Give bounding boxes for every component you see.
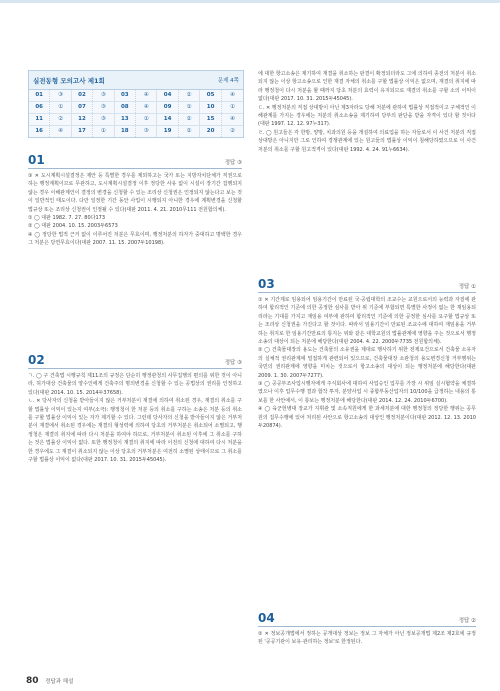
section-name: 정답과 해설 (45, 679, 74, 685)
answer-cell-value: ① (93, 126, 114, 137)
question-answer: 정답 ③ (224, 360, 242, 366)
answer-cell (29, 126, 72, 137)
answer-grid-header (29, 71, 243, 90)
answer-grid-row (29, 126, 243, 137)
answer-cell (115, 90, 158, 101)
explanation-paragraph: ㄷ. ✕ 행정처분의 직접 상대방이 아닌 제3자라도 당해 처분에 관하여 법률상 직접적이고 구체적인 이해관계를 가지는 경우에는 처분의 취소소송을 제기하여 당부의 판단을 받을 자격이 있다 할 것이다(대판 1997. 12. 12. 97누317). (258, 104, 476, 128)
answer-cell-value: ② (50, 114, 71, 125)
answer-cell-value: ② (179, 90, 200, 101)
answer-cell-number: 04 (157, 90, 178, 101)
answer-cell (157, 90, 200, 101)
answer-cell-value: ④ (230, 116, 235, 122)
explanation-paragraph: ② ✕ 정보공개법에서 정하는 공개대상 정보는 정보 그 자체가 아닌 정보공개법 제2조 제2호에 규정된 '공공기관이 보유·관리하는 정보'로 한정된다. (258, 631, 476, 646)
answer-cell-value: ④ (50, 126, 71, 137)
answer-cell-number: 10 (200, 102, 222, 113)
explanation-paragraph: ③ ◯ 공공부조사업시행자에게 주식회사에 대하여 사업승인 업무를 가장 시 위임 실시협약을 체결하였으나 이후 업무수행 결과 합작 투자, 분양사업 시 종합부동산업자의 10/100을 급정하는 내용의 통보를 한 사안에서, 이 통보는 행정처분에 해당한다(대판 2014. 12. 24. 2010두6700). (258, 381, 476, 404)
explanation-paragraph: 에 대한 항고소송은 제기하여 재결을 취소하는 판결이 확정되더라도 그에 의하여 종전의 처분이 취소되지 않는 이상 항고소송으로 인한 재결 자체의 취소를 구할 법률상 이익은 없으며, 재결의 취지에 따라 행정청이 다시 처분을 할 때까지 당초 처분의 효력이 유지되므로 재결의 취소를 구할 소의 이익이 없다(대판 2017. 10. 31. 2015두45045). (258, 71, 476, 103)
answer-cell-value: ② (179, 126, 200, 137)
question-body (258, 630, 476, 680)
explanation-paragraph: ㄹ. ◯ 원고들은 각 한방, 양방, 치과의원 등을 개설하여 의료업을 하는 자들로서 이 사건 처분의 직접 상대방은 아니지만 그로 인하여 경쟁관계에 있는 원고들의 법률상 이익이 침해당하였으므로 이 사건 처분의 취소를 구할 원고적격이 있다(대판 1992. 4. 24. 91누6634). (258, 129, 476, 153)
answer-cell-number: 14 (157, 114, 178, 125)
answer-cell-value: ② (230, 128, 235, 134)
answer-cell (115, 126, 158, 137)
answer-cell (200, 102, 243, 113)
answer-cell-value: ① (136, 114, 157, 125)
answer-cell (157, 114, 200, 125)
answer-cell-value: ① (50, 102, 71, 113)
answer-grid-count: 문제 4쪽 (217, 78, 239, 84)
explanation-paragraph: ② ◯ 건축물대장의 용도는 건축물의 소유권을 제대로 행사하기 위한 전제요건으로서 건축물 소유자의 실체적 권리관계에 밀접하게 관련되어 있으므로, 건축물대장 소관청의 용도변경신청 거부행위는 국민의 권리관계에 영향을 미치는 것으로서 항고소송의 대상이 되는 행정처분에 해당한다(대판 2009. 1. 30. 2007두7277). (258, 347, 476, 379)
question-answer: 정답 ② (458, 618, 476, 624)
answer-cell (29, 90, 72, 101)
answer-cell-number: 05 (200, 90, 222, 101)
answer-cell-value: ③ (93, 102, 114, 113)
answer-cell-number: 07 (72, 102, 93, 113)
answer-cell (200, 90, 243, 101)
question-number: 01 (28, 153, 45, 167)
answer-cell-value: ④ (136, 90, 157, 101)
answer-cell (157, 102, 200, 113)
answer-cell-number: 02 (72, 90, 93, 101)
answer-cell-number: 11 (29, 114, 50, 125)
explanation-paragraph: ④ ◯ 정당한 법적 근거 없이 이루어진 처분은 무효이며, 행정처분의 하자가 중대하고 명백한 경우 그 처분은 당연무효이다(대판 2007. 11. 15. 2007두10198). (28, 231, 242, 247)
answer-cell-value: ③ (50, 90, 71, 101)
question-header (28, 352, 242, 369)
question-answer: 정답 ③ (224, 160, 242, 166)
continued-explanation (258, 70, 476, 265)
answer-cell-number: 09 (157, 102, 178, 113)
answer-cell (72, 90, 115, 101)
answer-cell-number: 19 (157, 126, 178, 137)
answer-cell-number: 01 (29, 90, 50, 101)
answer-cell (29, 102, 72, 113)
question-header (28, 152, 242, 169)
question-number: 03 (258, 277, 275, 291)
question-02 (28, 352, 242, 672)
answer-cell-number: 18 (115, 126, 136, 137)
answer-grid-row (29, 114, 243, 126)
answer-cell-number: 06 (29, 102, 50, 113)
answer-cell-number: 20 (200, 126, 222, 137)
answer-cell-value: ④ (136, 102, 157, 113)
answer-grid (28, 70, 244, 138)
answer-cell-value: ③ (93, 90, 114, 101)
explanation-paragraph: ② ◯ 대판 2004. 10. 15. 2003두6573 (28, 223, 118, 230)
page-number: 80 (26, 676, 39, 686)
question-body (258, 70, 476, 265)
question-header (258, 610, 476, 627)
question-03 (258, 276, 476, 598)
answer-cell-number: 03 (115, 90, 136, 101)
answer-grid-row (29, 90, 243, 102)
explanation-paragraph: ㄱ. ◯ 구 건축법 시행규칙 제11조의 규정은 단순히 행정관청의 사무집행의 편의를 위한 것이 아니라, 허가대상 건축물의 양수인에게 건축주의 명의변경을 신청할 수 있는 공법상의 권리를 인정하고 있다(대판 2014. 10. 15. 2014두37658). (28, 373, 242, 396)
answer-cell (200, 126, 243, 137)
answer-cell-value: ③ (93, 114, 114, 125)
answer-cell (115, 102, 158, 113)
answer-cell-value: ④ (230, 92, 235, 98)
question-01 (28, 152, 242, 347)
answer-cell-number: 13 (115, 114, 136, 125)
answer-cell (29, 114, 72, 125)
question-header (258, 276, 476, 293)
explanation-paragraph: ④ ◯ 육군헌병대 장교가 지휘관 및 소속직원에게 한 과세처분에 대한 행정청의 정당한 행위는 공무원의 집무수행에 있어 처리된 사안으로 항고소송의 대상인 행정처분이다(대판 2012. 12. 13. 2010두20874). (258, 406, 476, 430)
question-number: 02 (28, 353, 45, 367)
page-footer (26, 676, 73, 686)
answer-cell-number: 15 (200, 114, 222, 125)
answer-cell-number: 08 (115, 102, 136, 113)
question-number: 04 (258, 611, 275, 625)
answer-cell (72, 126, 115, 137)
question-body (28, 372, 242, 672)
answer-cell (72, 114, 115, 125)
question-body (28, 172, 242, 347)
answer-cell (72, 102, 115, 113)
answer-cell-number: 16 (29, 126, 50, 137)
top-rule (0, 0, 500, 3)
answer-cell-value: ② (179, 114, 200, 125)
explanation-paragraph: ① ✕ 기간제로 임용되어 임용기간이 만료된 국·공립대학의 조교수는 교원으로서의 능력과 자질에 관하여 합리적인 기준에 의한 공정한 심사를 받아 위 기준에 부합되면 특별한 사정이 없는 한 재임용되리라는 기대를 가지고 재임용 여부에 관하여 합리적인 기준에 의한 공정한 심사를 요구할 법규상 또는 조리상 신청권을 가진다고 할 것이다. 따라서 임용기간이 만료된 조교수에 대하여 재임용을 거부하는 취지로 한 임용기간만료의 통지는 위와 같은 대학교원의 법률관계에 영향을 주는 것으로서 행정소송의 대상이 되는 처분에 해당한다(대판 2004. 4. 22. 2000두7735 전원합의체). (258, 297, 476, 346)
question-answer: 정답 ① (458, 284, 476, 290)
answer-cell (200, 114, 243, 125)
question-body (258, 296, 476, 598)
answer-grid-title: 실전동형 모의고사 제1회 (33, 76, 105, 85)
answer-cell-value: ③ (136, 126, 157, 137)
explanation-paragraph: ③ ✕ 도시계획시설결정은 제안 등 특별한 경우를 제외하고는 국가 또는 지방자치단체가 직권으로 하는 행정계획이므로 무관하고, 도시계획시설결정 이후 정당한 사유 없이 시설이 장기간 집행되지 않는 경우 이해관계인이 결정의 변경을 신청할 수 있는 조리상 신청권은 인정되지 않는다고 보는 것이 일반적인 태도이다. 다만 일정한 기간 동안 사업이 시행되지 아니한 경우에 계획변경을 신청할 법규상 또는 조리상 신청권이 인정될 수 있다(대판 2011. 4. 21. 2010무111 전원합의체). (28, 173, 242, 213)
explanation-paragraph: ① ◯ 대판 1982. 7. 27. 80다173 (28, 215, 106, 222)
answer-cell (157, 126, 200, 137)
question-04 (258, 610, 476, 680)
explanation-paragraph: ㄴ. ✕ 당사자의 신청을 받아들이지 않은 거부처분이 재결에 의하여 취소된 경우, 재결의 취소를 구할 법률상 이익이 있는지 여부(소극): 행정청이 한 처분 등의 취소를 구하는 소송은 처분 등의 취소를 구할 법률상 이익이 있는 자가 제기할 수 있다. 그런데 당사자의 신청을 받아들이지 않은 거부처분이 재결에서 취소된 경우에는 재결의 형성력에 의하여 당초의 거부처분은 취소되어 소멸되고, 행정청은 재결의 취지에 따라 다시 처분을 하여야 하므로, 거부처분이 취소된 이후에 그 취소를 구하는 것은 법률상 이익이 없다. 또한 행정청이 재결의 취지에 따라 이전의 신청에 대하여 다시 처분을 한 경우에도 그 재결이 취소되지 않는 이상 당초의 거부처분은 여전히 소멸된 상태이므로 그 취소를 구할 법률상 이익이 없다(대판 2017. 10. 31. 2015두45045). (28, 398, 242, 464)
answer-grid-row (29, 102, 243, 114)
answer-cell-value: ① (230, 104, 235, 110)
answer-cell-value: ① (179, 102, 200, 113)
answer-cell (115, 114, 158, 125)
answer-cell-number: 12 (72, 114, 93, 125)
answer-cell-number: 17 (72, 126, 93, 137)
